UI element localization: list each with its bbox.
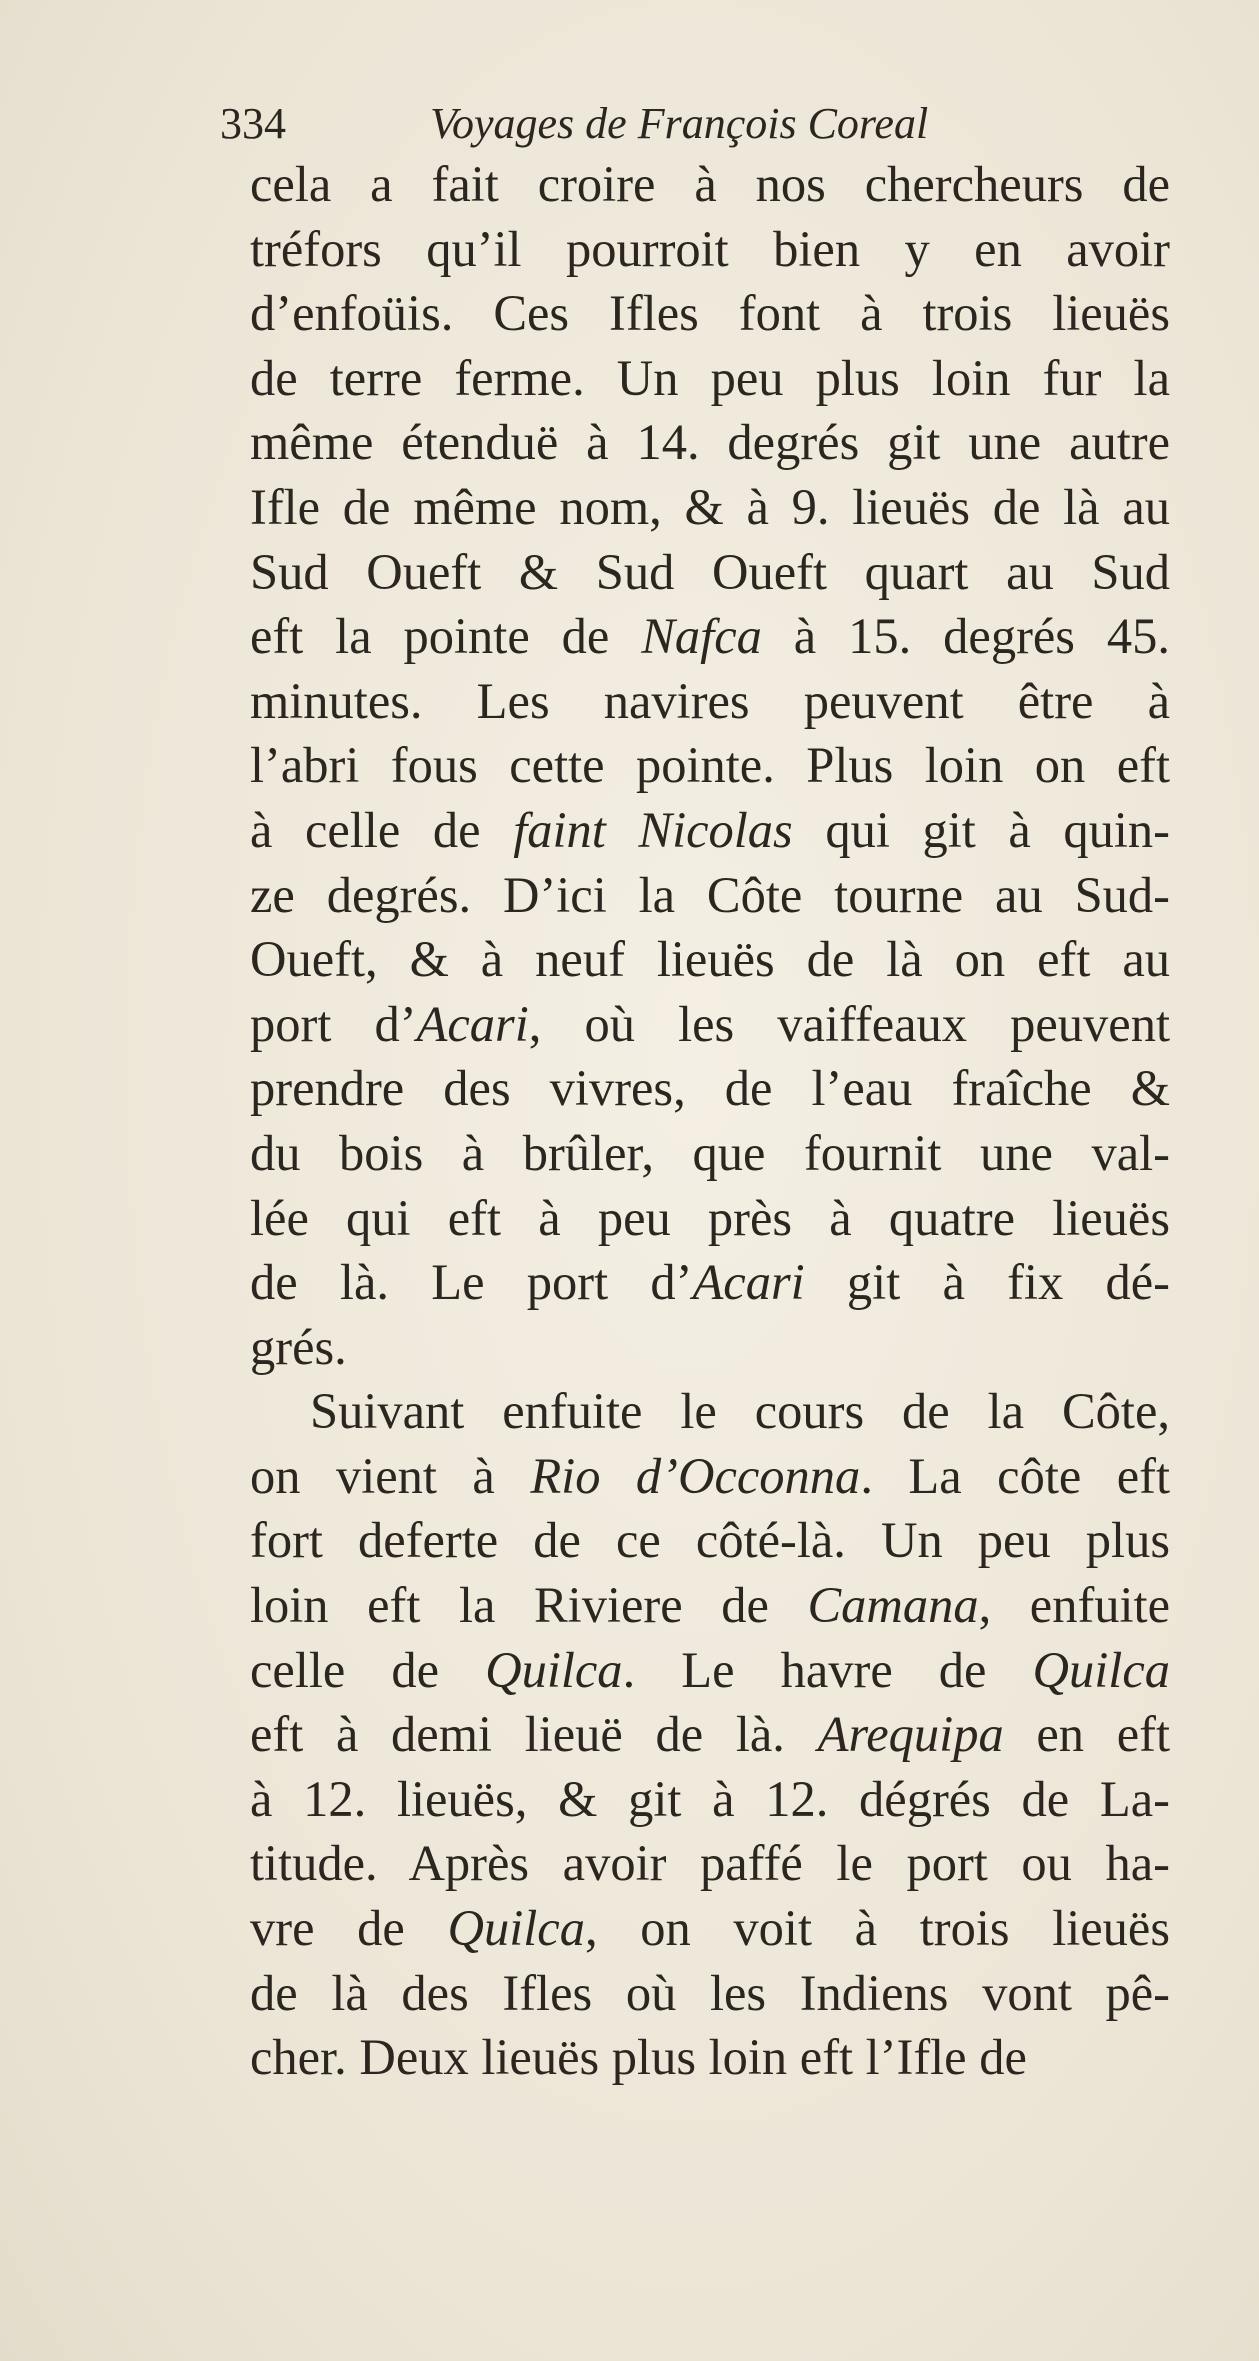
text-line [250,1250,1170,1315]
text-line [250,217,1170,282]
text-line [250,540,1170,605]
text-span: de terre ferme. Un peu plus loin fur la [250,349,1170,406]
text-span: en eft [1003,1706,1170,1763]
text-span: git à fix dé- [804,1254,1170,1311]
text-span: Oueft, & à neuf lieuës de là on eft au [250,931,1170,988]
page-header [220,92,1180,156]
text-line [250,992,1170,1057]
text-span: Ifle de même nom, & à 9. lieuës de là au [250,478,1170,535]
italic-span: Camana [807,1577,979,1634]
text-span: port d’ [250,995,417,1052]
text-line [250,798,1170,863]
text-line [250,2025,1170,2090]
text-line [250,1508,1170,1573]
text-line [250,669,1170,734]
text-span: du bois à brûler, que fournit une val- [250,1124,1170,1181]
text-line [250,410,1170,475]
text-line [250,1961,1170,2026]
text-span: à celle de [250,801,514,858]
italic-span: Rio d’Occonna [530,1447,861,1504]
text-span: l’abri fous cette pointe. Plus loin on eft [250,737,1170,794]
text-span: , on voit à trois lieuës [584,1900,1170,1957]
text-line [250,604,1170,669]
text-line [250,1444,1170,1509]
text-span: cher. Deux lieuës plus loin eft l’Ifle de [250,2029,1027,2086]
text-line [250,1573,1170,1638]
text-span: eft à demi lieuë de là. [250,1706,818,1763]
text-span: titude. Après avoir paffé le port ou ha- [250,1835,1170,1892]
text-line [250,152,1170,217]
text-line [250,1186,1170,1251]
text-span: qui git à quin- [792,801,1170,858]
text-span: fort deferte de ce côté-là. Un peu plus [250,1512,1170,1569]
italic-span: faint Nicolas [513,801,793,858]
text-line [250,1379,1170,1444]
text-span: Suivant enfuite le cours de la Côte, [310,1383,1170,1440]
text-line [250,1638,1170,1703]
italic-span: Acari [416,995,529,1052]
text-line [250,927,1170,992]
text-span: minutes. Les navires peuvent être à [250,672,1170,729]
text-span: même étenduë à 14. degrés git une autre [250,414,1170,471]
text-span: tréfors qu’il pourroit bien y en avoir [250,220,1170,277]
text-span: . Le havre de [622,1641,1033,1698]
text-span: , où les vaiffeaux peuvent [528,995,1170,1052]
text-span: celle de [250,1641,486,1698]
text-span: à 12. lieuës, & git à 12. dégrés de La- [250,1770,1170,1827]
italic-span: Quilca [447,1900,585,1957]
text-line [250,733,1170,798]
text-line [250,1831,1170,1896]
text-span: Sud Oueft & Sud Oueft quart au Sud [250,543,1170,600]
text-span: prendre des vivres, de l’eau fraîche & [250,1060,1170,1117]
text-span: de là des Ifles où les Indiens vont pê- [250,1964,1170,2021]
text-span: d’enfoüis. Ces Ifles font à trois lieuës [250,285,1170,342]
text-span: de là. Le port d’ [250,1254,693,1311]
italic-span: Nafca [641,608,762,665]
text-span: loin eft la Riviere de [250,1577,808,1634]
text-line [250,475,1170,540]
text-span: eft la pointe de [250,608,642,665]
italic-span: Acari [692,1254,805,1311]
text-span: vre de [250,1900,448,1957]
text-line [250,1315,1170,1380]
text-span: cela a fait croire à nos chercheurs de [250,156,1170,212]
italic-span: Quilca [1032,1641,1170,1698]
text-line [250,346,1170,411]
italic-span: Arequipa [817,1706,1004,1763]
running-title: Voyages de François Coreal [430,99,929,148]
text-line [250,1896,1170,1961]
text-span: . La côte eft [860,1447,1170,1504]
text-span: , enfuite [978,1577,1170,1634]
text-line [250,281,1170,346]
text-line [250,1702,1170,1767]
text-span: à 15. degrés 45. [761,608,1170,665]
text-span: on vient à [250,1447,531,1504]
text-line [250,863,1170,928]
body-text [250,152,1170,2090]
text-line [250,1121,1170,1186]
text-line [250,1056,1170,1121]
text-span: grés. [250,1318,347,1375]
italic-span: Quilca [485,1641,623,1698]
text-span: ze degrés. D’ici la Côte tourne au Sud- [250,866,1170,923]
page-number: 334 [220,99,286,148]
text-span: lée qui eft à peu près à quatre lieuës [250,1189,1170,1246]
text-line [250,1767,1170,1832]
